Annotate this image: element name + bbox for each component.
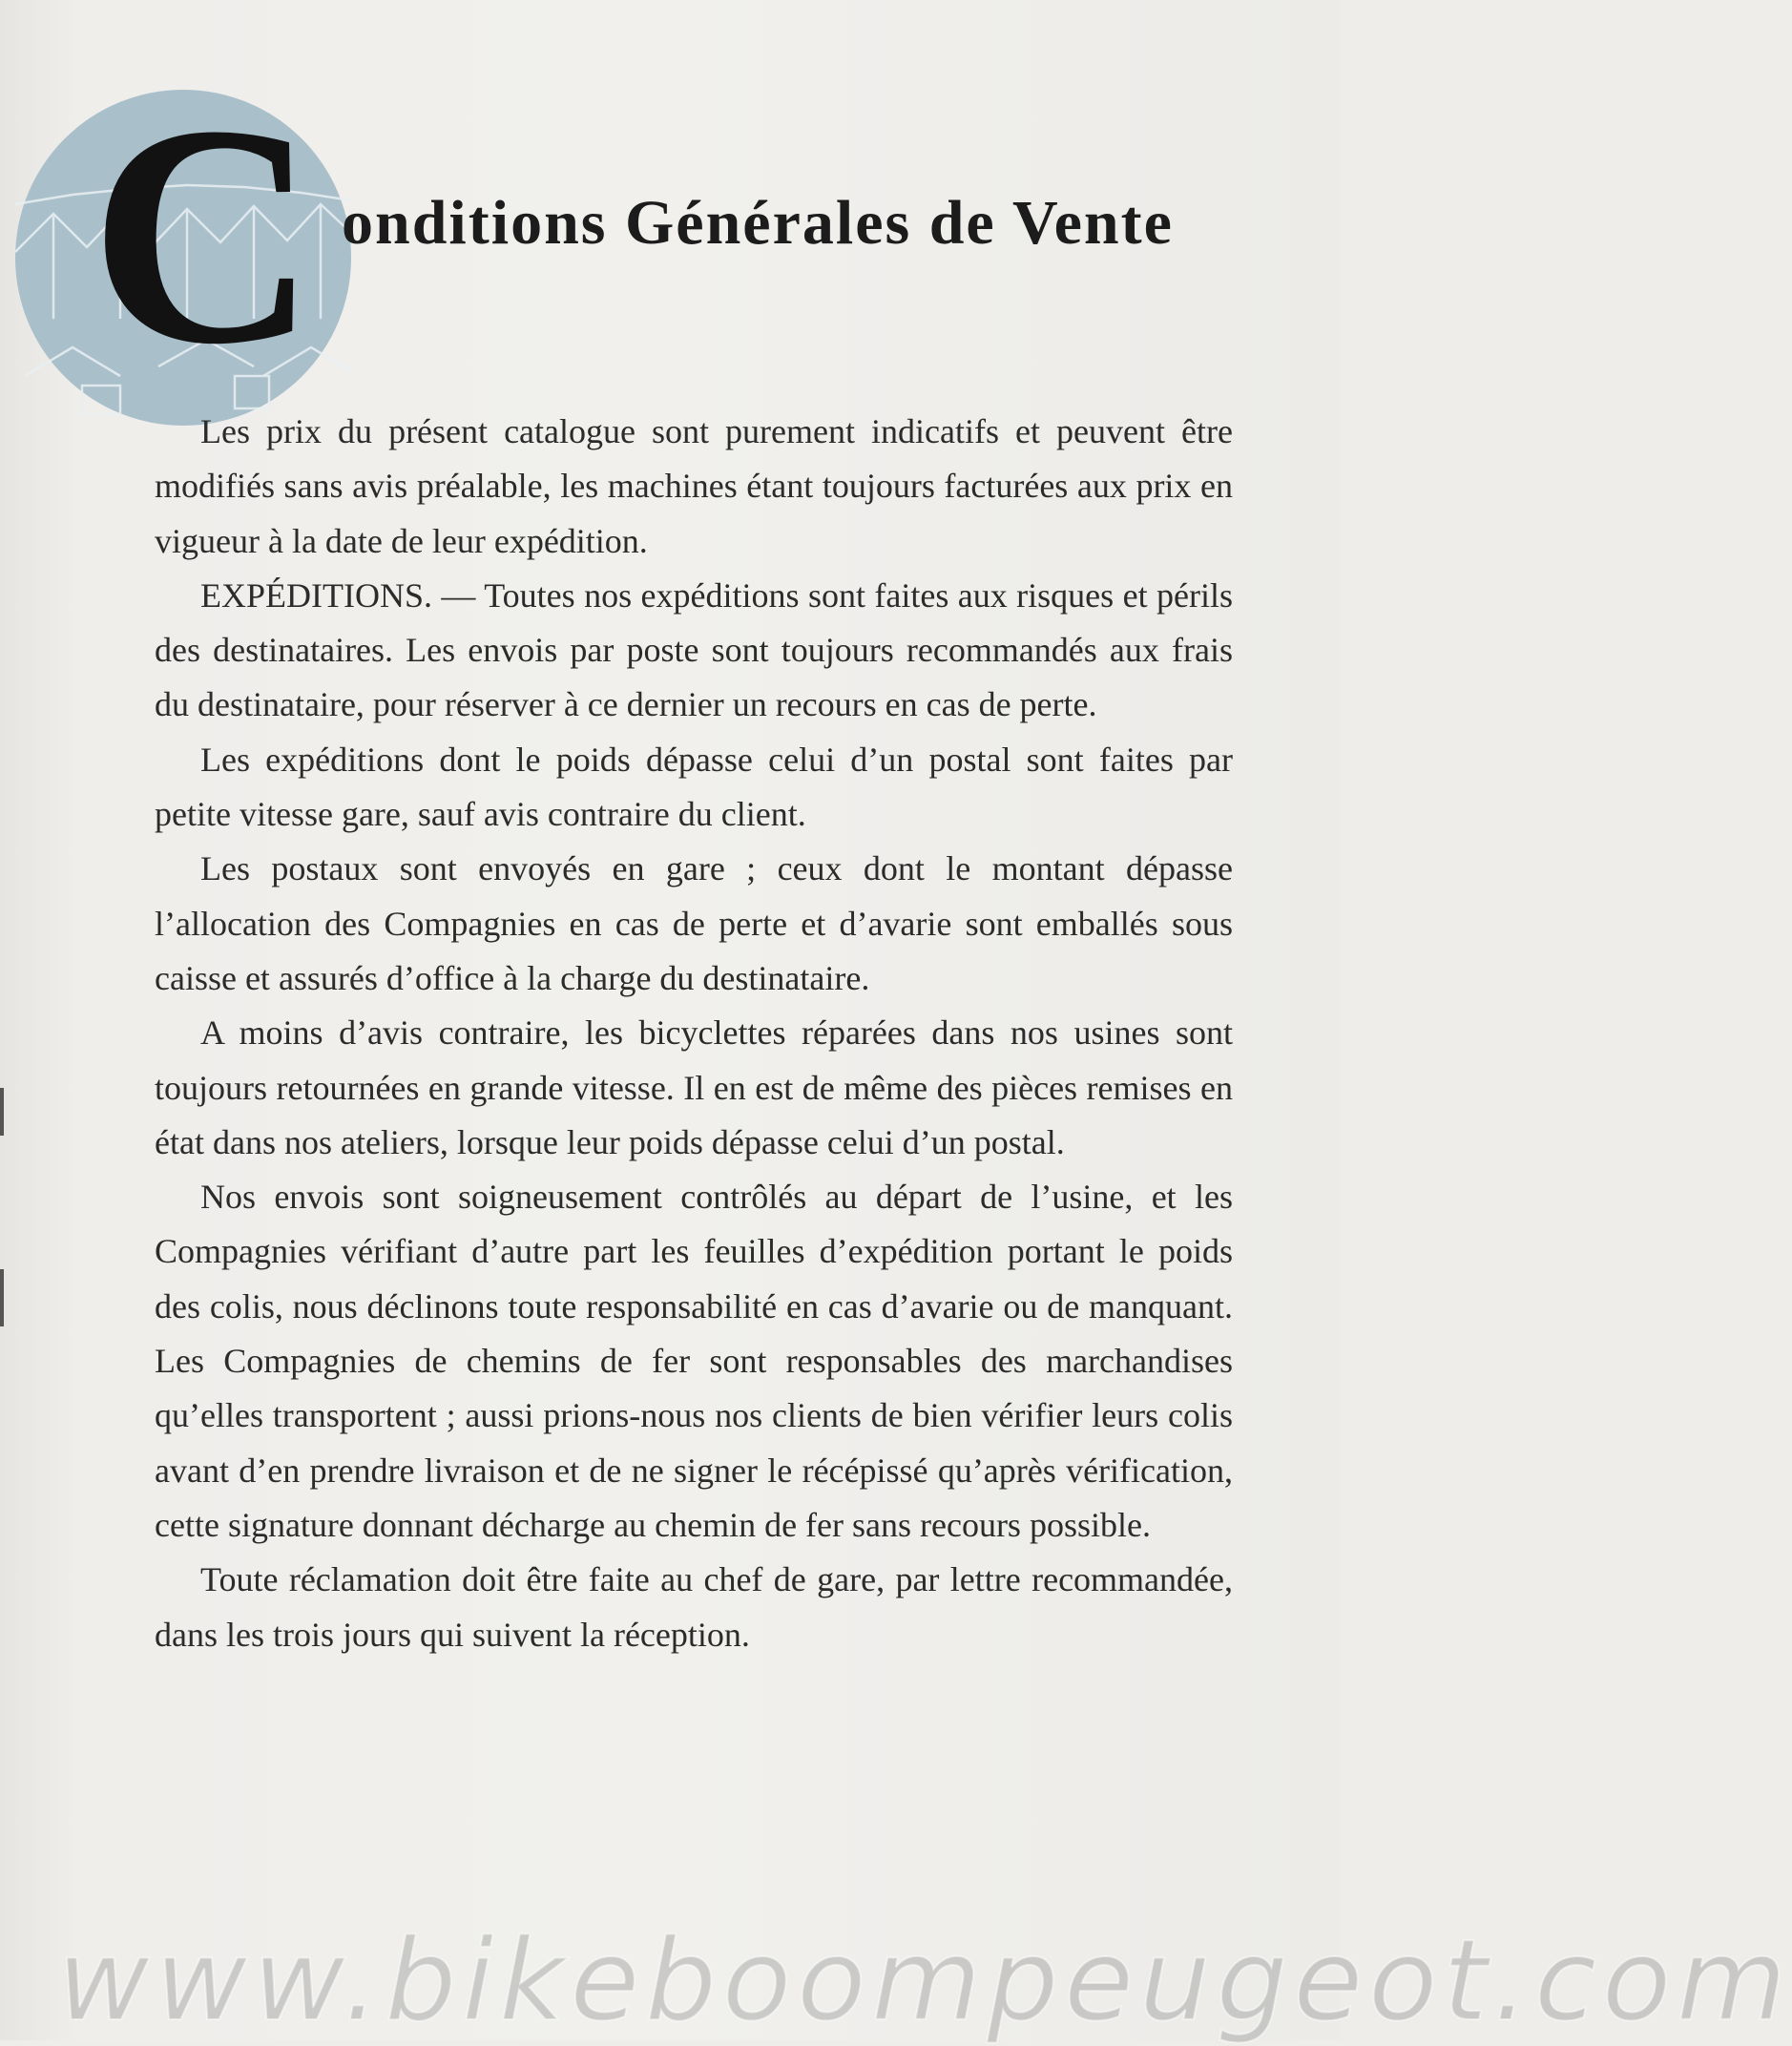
paragraph-prices: Les prix du présent catalogue sont purement indicatifs et peuvent être modifiés sans avis préalable, les machines étant toujours facturées aux prix en vigueur à la date de leur expédition. — [155, 412, 1233, 560]
dropcap-letter: C — [90, 61, 318, 409]
paragraph-claims: Toute réclamation doit être faite au chef de gare, par lettre recommandée, dans les trois jours qui suivent la réception. — [155, 1560, 1233, 1654]
terms-body — [155, 405, 1233, 1662]
binding-mark — [0, 1088, 4, 1136]
site-watermark: www.bikeboompeugeot.com — [57, 1914, 1792, 2046]
binding-mark — [0, 1269, 4, 1326]
paragraph-expeditions: EXPÉDITIONS. — Toutes nos expéditions sont faites aux risques et périls des destinataires. Les envois par poste sont toujours recommandés aux frais du destinataire, pour réserver à ce dernier un recours en cas de perte. — [155, 575, 1233, 724]
paragraph-postaux: Les postaux sont envoyés en gare ; ceux dont le montant dépasse l’allocation des Compagnies en cas de perte et d’avarie sont emballés sous caisse et assurés d’office à la charge du destinataire. — [155, 849, 1233, 997]
paragraph-postal-weight: Les expéditions dont le poids dépasse celui d’un postal sont faites par petite vitesse gare, sauf avis contraire du client. — [155, 740, 1233, 834]
paragraph-repairs: A moins d’avis contraire, les bicyclettes réparées dans nos usines sont toujours retournées en grande vitesse. Il en est de même des pièces remises en état dans nos ateliers, lorsque leur poids dépasse celui d’un postal. — [155, 1013, 1233, 1161]
dropcap-ornament — [15, 44, 359, 407]
paragraph-responsibility: Nos envois sont soigneusement contrôlés au départ de l’usine, et les Compagnies vérifiant d’autre part les feuilles d’expédition portant le poids des colis, nous déclinons toute responsabilité en cas d’avarie ou de manquant. Les Compagnies de chemins de fer sont responsables des marchandises qu’elles transportent ; aussi prions-nous nos clients de bien vérifier leurs colis avant d’en prendre livraison et de ne signer le récépissé qu’après vérification, cette signature donnant décharge au chemin de fer sans recours possible. — [155, 1178, 1233, 1544]
page-title: onditions Générales de Vente — [342, 188, 1174, 258]
